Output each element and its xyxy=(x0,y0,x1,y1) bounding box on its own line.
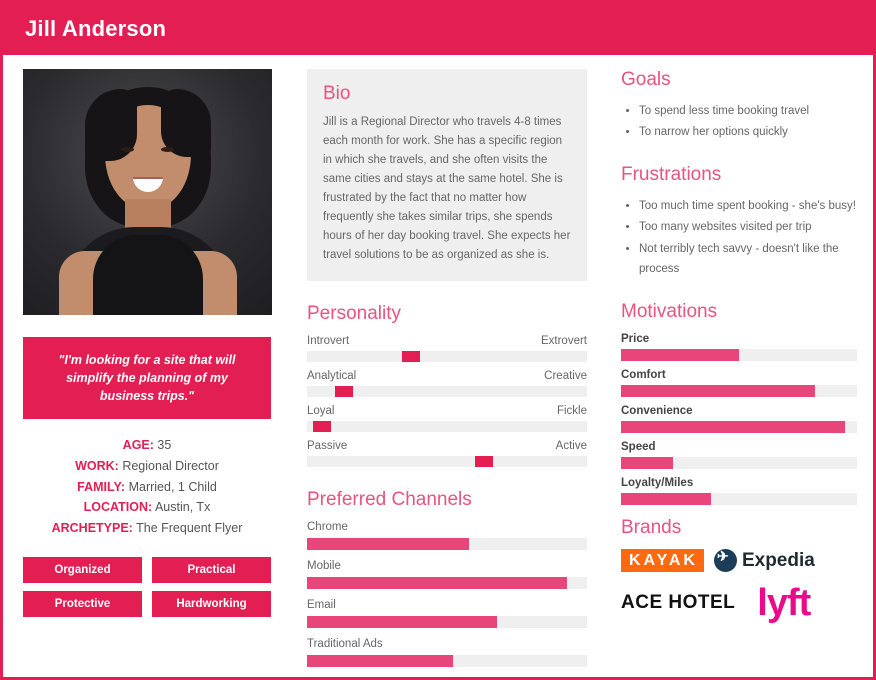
motivation-bar xyxy=(621,349,739,361)
channel-track xyxy=(307,655,587,667)
fact-row xyxy=(19,477,275,498)
motivation-label: Comfort xyxy=(621,368,666,381)
motivation-track xyxy=(621,349,857,361)
photo-dress xyxy=(93,235,203,315)
channel-row xyxy=(307,521,587,550)
personality-left-label: Introvert xyxy=(307,334,350,347)
photo-eye-left xyxy=(121,147,134,152)
personality-row xyxy=(307,370,587,397)
channels-section xyxy=(307,489,587,667)
bio-heading: Bio xyxy=(323,83,351,104)
list-item: • Too many websites visited per trip xyxy=(639,217,857,237)
fact-value: Austin, Tx xyxy=(154,500,211,515)
expedia-logo xyxy=(714,549,815,572)
lyft-logo: lyft xyxy=(757,582,811,625)
personality-row xyxy=(307,405,587,432)
motivations-section xyxy=(621,301,857,505)
fact-row xyxy=(19,518,275,539)
motivation-row xyxy=(621,405,857,433)
fact-value: 35 xyxy=(157,438,172,453)
persona-facts xyxy=(19,435,275,538)
channel-label: Mobile xyxy=(307,559,341,572)
expedia-wordmark: Expedia xyxy=(741,549,815,571)
right-column xyxy=(621,69,857,667)
channel-row xyxy=(307,599,587,628)
personality-knob xyxy=(475,456,493,467)
brands-row-bottom xyxy=(621,582,857,625)
personality-right-label: Creative xyxy=(544,369,587,382)
personality-track xyxy=(307,421,587,432)
list-item: • To narrow her options quickly xyxy=(639,122,857,142)
list-item: • Not terribly tech savvy - doesn't like the process xyxy=(639,239,857,279)
motivation-label: Speed xyxy=(621,440,656,453)
brands-row-top xyxy=(621,549,857,573)
channel-track xyxy=(307,538,587,550)
personality-knob xyxy=(402,351,420,362)
bio-section xyxy=(307,69,587,281)
goals-list xyxy=(621,101,857,142)
motivations-heading: Motivations xyxy=(621,300,718,322)
personality-right-label: Fickle xyxy=(556,404,587,417)
personality-section xyxy=(307,303,587,467)
personality-knob xyxy=(313,421,331,432)
personality-right-label: Extrovert xyxy=(540,334,587,347)
fact-value: Regional Director xyxy=(122,459,219,473)
brands-section xyxy=(621,516,857,625)
channel-bar xyxy=(307,655,453,667)
motivation-bar xyxy=(621,493,711,505)
motivation-row xyxy=(621,441,857,469)
list-item: • Too much time spent booking - she's busy! xyxy=(639,196,857,216)
personality-left-label: Loyal xyxy=(307,404,335,417)
channel-bar xyxy=(307,538,469,550)
fact-key: LOCATION: xyxy=(83,500,153,515)
personality-row xyxy=(307,335,587,362)
motivation-track xyxy=(621,457,857,469)
motivation-track xyxy=(621,493,857,505)
channel-label: Traditional Ads xyxy=(307,637,383,650)
frustrations-section xyxy=(621,164,857,279)
airplane-icon xyxy=(714,549,737,572)
channels-heading: Preferred Channels xyxy=(307,488,472,510)
persona-quote: "I'm looking for a site that will simplify the planning of my business trips." xyxy=(23,337,271,419)
motivation-bar xyxy=(621,457,673,469)
personality-track xyxy=(307,351,587,362)
photo-eye-right xyxy=(161,147,174,152)
fact-key: FAMILY: xyxy=(77,479,126,494)
persona-photo xyxy=(23,69,272,315)
channel-row xyxy=(307,560,587,589)
list-item: • To spend less time booking travel xyxy=(639,101,857,121)
motivation-label: Convenience xyxy=(621,404,693,417)
fact-row xyxy=(19,497,275,518)
personality-left-label: Passive xyxy=(307,439,348,452)
kayak-logo: KAYAK xyxy=(621,549,704,573)
left-column xyxy=(19,69,275,667)
fact-key: WORK: xyxy=(75,459,119,473)
motivation-row xyxy=(621,333,857,361)
personality-labels xyxy=(307,335,587,347)
channel-track xyxy=(307,577,587,589)
personality-row xyxy=(307,440,587,467)
tag-protective: Protective xyxy=(23,591,142,617)
brands-heading: Brands xyxy=(621,516,682,538)
channel-label: Email xyxy=(307,598,336,611)
motivation-bar xyxy=(621,385,815,397)
channel-track xyxy=(307,616,587,628)
page-header xyxy=(3,3,873,55)
motivation-label: Loyalty/Miles xyxy=(621,476,694,489)
personality-right-label: Active xyxy=(555,439,587,452)
motivation-track xyxy=(621,421,857,433)
persona-tags xyxy=(23,557,271,617)
frustrations-heading: Frustrations xyxy=(621,164,722,186)
channel-label: Chrome xyxy=(307,520,348,533)
personality-track xyxy=(307,456,587,467)
goals-heading: Goals xyxy=(621,69,671,90)
fact-value: Married, 1 Child xyxy=(128,479,217,494)
fact-key: ARCHETYPE: xyxy=(51,520,133,535)
motivation-row xyxy=(621,477,857,505)
channel-row xyxy=(307,638,587,667)
personality-labels xyxy=(307,440,587,452)
motivation-track xyxy=(621,385,857,397)
motivation-label: Price xyxy=(621,332,650,345)
bio-text: Jill is a Regional Director who travels 4-8 times each month for work. She has a specific region in which she travels, and she often visits the same cities and stays at the same hotel. She is frustrated by the fact that no matter how frequently she takes similar trips, she spends hours of her day booking travel. She expects her travel solutions to be as organized as she is. xyxy=(323,116,571,261)
fact-value: The Frequent Flyer xyxy=(136,520,243,535)
frustrations-list xyxy=(621,196,857,279)
personality-track xyxy=(307,386,587,397)
personality-heading: Personality xyxy=(307,302,401,324)
fact-key: AGE: xyxy=(122,438,154,453)
page-title: Jill Anderson xyxy=(25,16,167,41)
tag-organized: Organized xyxy=(23,557,142,583)
ace-hotel-logo: ACE HOTEL xyxy=(621,592,736,614)
motivation-bar xyxy=(621,421,845,433)
middle-column xyxy=(307,69,587,667)
tag-hardworking: Hardworking xyxy=(152,591,271,617)
fact-row xyxy=(19,435,275,456)
goals-section xyxy=(621,69,857,142)
personality-labels xyxy=(307,405,587,417)
fact-row xyxy=(19,456,275,477)
page-body xyxy=(3,55,873,667)
personality-labels xyxy=(307,370,587,382)
tag-practical: Practical xyxy=(152,557,271,583)
personality-knob xyxy=(335,386,353,397)
motivation-row xyxy=(621,369,857,397)
channel-bar xyxy=(307,577,567,589)
channel-bar xyxy=(307,616,497,628)
personality-left-label: Analytical xyxy=(307,369,357,382)
